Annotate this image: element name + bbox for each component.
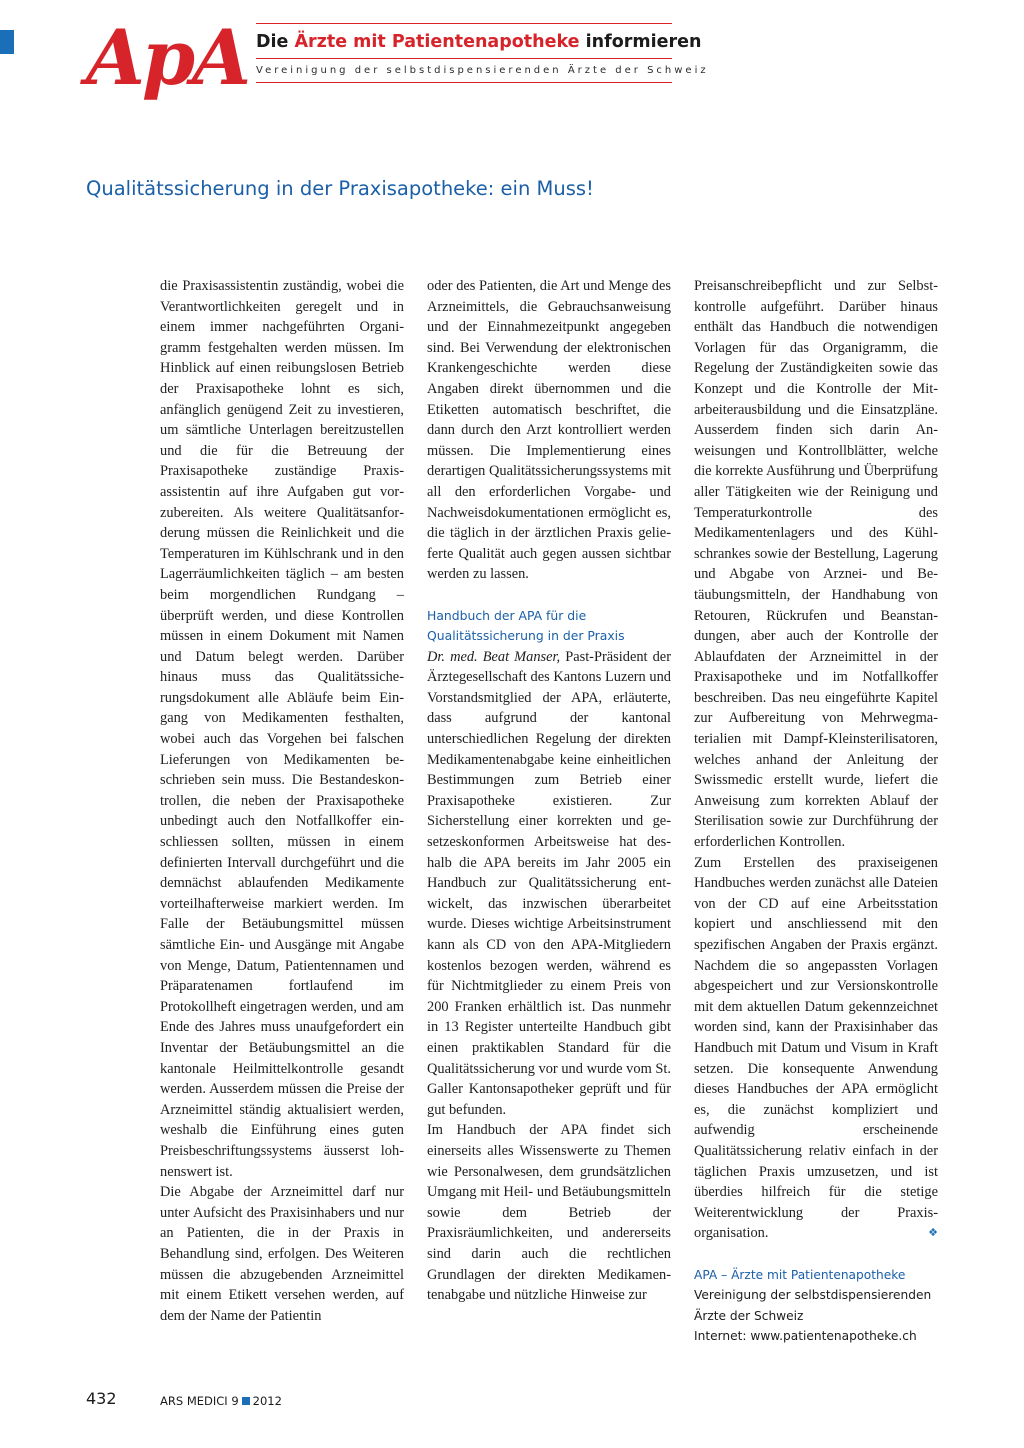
internet-link[interactable]: www.patientenapotheke.ch	[750, 1329, 917, 1344]
edge-color-tab	[0, 30, 14, 54]
col1-paragraph-1: die Praxisassistentin zuständig, wobei die Verantwortlichkeiten geregelt und in einem immer nachgeführten Organigramm festgehalten werden müssen. Im Hinblick auf einen reibungslosen Betrieb der Praxisapotheke lohnt es sich, anfänglich genügend Zeit zu investieren, um sämtliche Unterlagen bereitzustellen und die für die Betreuung der Praxisapotheke zuständige Praxisassistentin auf ihre Aufgaben gut vorzubereiten. Als weitere Qualitätsanforderung müssen die Reinlichkeit und die Temperaturen im Kühlschrank und in den Lagerräumlichkeiten täglich – am besten beim morgendlichen Rundgang – überprüft werden, und diese Kontrollen müssen in einem Dokument mit Namen und Datum belegt werden. Darüber hinaus muss das Qualitätssicherungsdokument alle Abläufe beim Eingang von Medikamenten festhalten, wobei auch das Vorgehen bei falschen Lieferungen von Medikamenten beschrieben sein muss. Die Bestandeskontrollen, die neben der Praxisapotheke unbedingt auch den Notfallkoffer einschliessen sollten, müssen in einem definierten Intervall durchgeführt und die demnächst ablaufenden Medikamente vorteilhafterweise markiert werden. Im Falle der Betäubungsmittel müssen sämtliche Ein- und Ausgänge mit Angabe von Menge, Datum, Patientennamen und Präparatenamen fortlaufend im Protokollheft eingetragen werden, und am Ende des Jahres muss unaufgefordert ein Inventar der Betäubungsmittel an die kantonale Heilmittelkontrolle gesandt werden. Ausserdem müssen die Preise der Arzneimittel ständig aktualisiert werden, weshalb die Einführung eines guten Preisbeschriftungssystems äusserst lohnenswert ist.	[160, 278, 404, 1180]
square-separator-icon	[242, 1397, 250, 1405]
apa-logo: ApA	[86, 13, 249, 102]
internet-label: Internet:	[694, 1329, 751, 1344]
text-column-3	[694, 276, 938, 1347]
col2-paragraph-2	[427, 647, 671, 1121]
author-name: Dr. med. Beat Manser,	[427, 648, 561, 665]
col3-paragraph-2-text: Zum Erstellen des praxiseigenen Handbuches werden zunächst alle Dateien von der CD auf eine Arbeitsstation kopiert und anschliessend mit den spezifischen Angaben der Praxis ergänzt. Nachdem die so angepassten Vorlagen abgespeichert und zur Versionskontrolle mit dem aktuellen Datum gekennzeichnet worden sind, kann der Praxisinhaber das Handbuch mit Datum und Visum in Kraft setzen. Die konsequente Anwendung dieses Handbuches der APA ermöglicht es, die zunächst kompliziert und aufwendig erscheinende Qualitätssicherung relativ einfach in der täglichen Praxis umzusetzen, und ist überdies hilfreich für die stetige Weiterentwicklung der Praxisorganisation.	[694, 854, 938, 1242]
col2-paragraph-3: Im Handbuch der APA findet sich einerseits alles Wissenswerte zu Themen wie Personalwesen, dem grundsätzlichen Umgang mit Heil- und Betäubungsmitteln sowie dem Betrieb der Praxisräumlichkeiten, und andererseits sind darin auch die rechtlichen Grundlagen der direkten Medikamentenabgabe und nützliche Hinweise zur	[427, 1122, 671, 1304]
col3-paragraph-2	[694, 853, 938, 1244]
text-column-2	[427, 276, 671, 1306]
end-mark-icon: ❖	[928, 1226, 938, 1240]
contact-line-1: Vereinigung der selbstdispensierenden	[694, 1288, 932, 1303]
journal-name: ARS MEDICI 9	[160, 1394, 239, 1408]
contact-line-2: Ärzte der Schweiz	[694, 1308, 804, 1323]
col2-paragraph-1: oder des Patienten, die Art und Menge des Arzneimittels, die Gebrauchsanweisung und der Einnahmezeitpunkt angegeben sind. Bei Verwendung der elektronischen Krankengeschichte werden diese Angaben direkt übernommen und die Etiketten automatisch beschriftet, die dann durch den Arzt kontrolliert werden müssen. Die Implementierung eines derartigen Qualitätssicherungssystems mit all den erforderlichen Vorgabe- und Nachweisdokumentationen ermöglicht es, die täglich in der ärztlichen Praxis gelieferte Qualität auch gegen aussen sichtbar werden zu lassen.	[427, 278, 671, 583]
header-tagline	[256, 29, 702, 55]
col2-paragraph-2-text: Past-Präsident der Ärztegesellschaft des Kantons Luzern und Vorstandsmitglied der APA, erläuterte, dass aufgrund der kantonal unterschiedlichen Regelung der direkten Medikamentenabgabe keine einheitlichen Bestimmungen zum Betrieb einer Praxisapotheke existieren. Zur Sicherstellung einer korrekten und gesetzeskonformen Arbeitsweise hat deshalb die APA bereits im Jahr 2005 ein Handbuch zur Qualitätssicherung entwickelt, das inzwischen überarbeitet wurde. Dieses wichtige Arbeitsinstrument kann als CD von den APA-Mitgliedern kostenlos bezogen werden, während es für Nichtmitglieder zu einem Preis von 200 Franken erhältlich ist. Das nunmehr in 13 Register unterteilte Handbuch gibt einen praktikablen Standard für die Qualitätssicherung vor und wurde vom St. Galler Kantonsapotheker geprüft und für gut befunden.	[427, 648, 671, 1118]
subheading-line-1: Handbuch der APA für die	[427, 607, 587, 623]
col1-paragraph-2: Die Abgabe der Arzneimittel darf nur unter Aufsicht des Praxisinhabers und nur an Patienten, die in der Praxis in Behandlung sind, erfolgen. Des Weiteren müssen die abzugebenden Arzneimittel mit einem Etikett versehen werden, auf dem der Name der Patientin	[160, 1184, 404, 1324]
contact-internet	[694, 1326, 938, 1347]
text-column-1	[160, 276, 404, 1326]
page-number: 432	[86, 1389, 117, 1408]
header-rule-middle	[256, 58, 672, 59]
journal-year: 2012	[252, 1394, 282, 1408]
header-subtitle: Vereinigung der selbstdispensierenden Ärzte der Schweiz	[256, 65, 709, 76]
tagline-accent: Ärzte mit Patientenapotheke	[294, 32, 580, 52]
section-subheading	[427, 606, 671, 647]
col3-paragraph-1: Preisanschreibepflicht und zur Selbstkontrolle aufgeführt. Darüber hinaus enthält das Handbuch die notwendigen Vorlagen für das Organigramm, die Regelung der Zuständigkeiten sowie das Konzept und die Kontrolle der Mitarbeiterausbildung und die Einsatzpläne. Ausserdem finden sich darin Anweisungen und Kontrollblätter, welche die korrekte Ausführung und Überprüfung aller Tätigkeiten wie der Reinigung und Temperaturkontrolle des Medikamentenlagers und des Kühlschrankes sowie der Bestellung, Lagerung und Abgabe von Arznei- und Betäubungsmitteln, der Handhabung von Retouren, Rückrufen und Beanstandungen, aber auch der Kontrolle der Ablaufdaten der Arzneimittel in der Praxisapotheke und im Notfallkoffer beschreiben. Das neu eingeführte Kapitel zur Aufbereitung von Mehrwegmaterialien mit Dampf-Kleinsterilisatoren, welches anhand der Anleitung der Swissmedic erstellt wurde, liefert die Anweisung zum korrekten Ablauf der Sterilisation sowie zur Durchführung der erforderlichen Kontrollen.	[694, 278, 938, 851]
article-title: Qualitätssicherung in der Praxisapotheke: ein Muss!	[86, 177, 594, 200]
contact-org: APA – Ärzte mit Patientenapotheke	[694, 1267, 906, 1282]
header-rule-top	[256, 23, 672, 24]
tagline-post: informieren	[579, 32, 702, 52]
contact-block	[694, 1265, 938, 1347]
journal-folio	[160, 1392, 282, 1410]
header-rule-bottom	[256, 82, 672, 83]
subheading-line-2: Qualitätssicherung in der Praxis	[427, 628, 625, 644]
tagline-pre: Die	[256, 32, 295, 52]
